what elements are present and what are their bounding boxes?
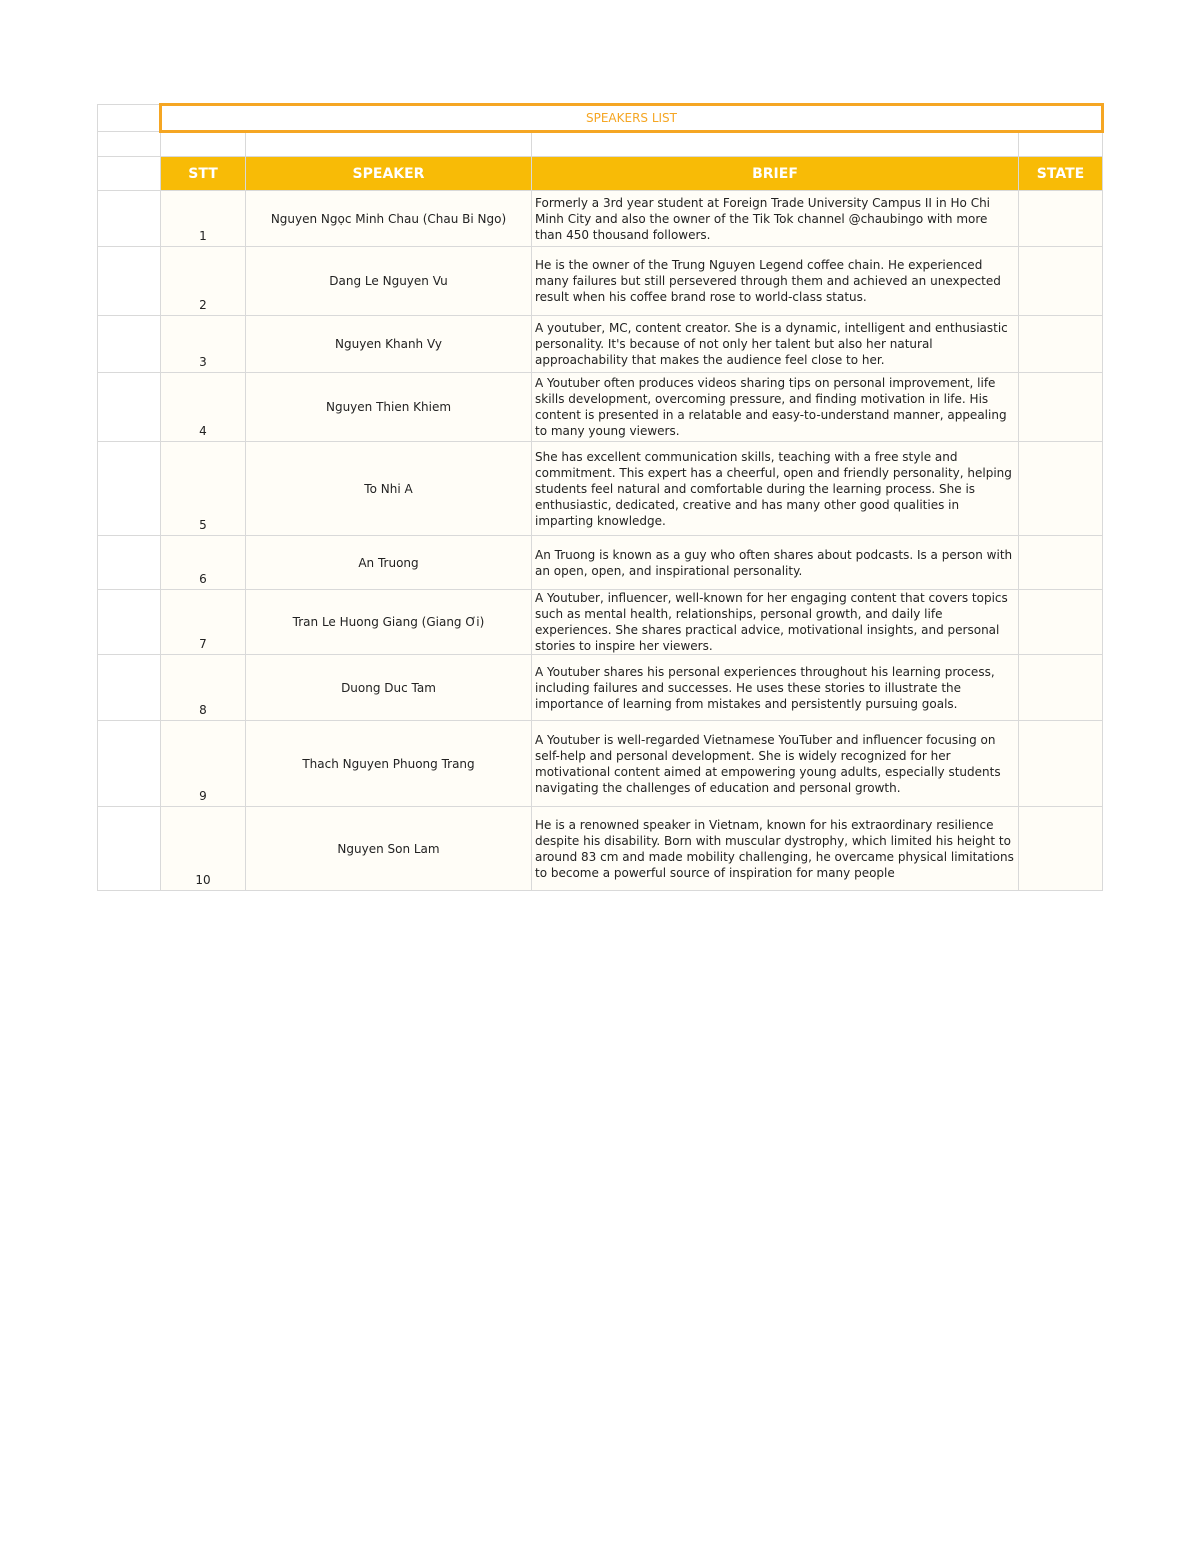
row-header-cell — [98, 132, 161, 157]
header-stt[interactable]: STT — [161, 157, 246, 191]
brief-cell[interactable]: A Youtuber often produces videos sharing tips on personal improvement, life skills development, overcoming pressure, and finding motivation in life. His content is presented in a relatable and easy-to-understand manner, appealing to many young viewers. — [532, 373, 1019, 442]
row-header-cell — [98, 721, 161, 807]
state-cell[interactable] — [1019, 191, 1103, 247]
table-row — [98, 655, 1103, 721]
stt-cell[interactable]: 2 — [161, 247, 246, 316]
state-cell[interactable] — [1019, 807, 1103, 891]
speaker-cell[interactable]: Thach Nguyen Phuong Trang — [246, 721, 532, 807]
row-header-cell — [98, 442, 161, 536]
row-header-cell — [98, 157, 161, 191]
row-header-cell — [98, 373, 161, 442]
speaker-cell[interactable]: Nguyen Khanh Vy — [246, 316, 532, 373]
empty-cell[interactable] — [246, 132, 532, 157]
table-row — [98, 590, 1103, 655]
state-cell[interactable] — [1019, 536, 1103, 590]
table-row — [98, 316, 1103, 373]
empty-cell[interactable] — [532, 132, 1019, 157]
brief-cell[interactable]: A Youtuber is well-regarded Vietnamese YouTuber and influencer focusing on self-help and personal development. She is widely recognized for her motivational content aimed at empowering young adults, especially students navigating the challenges of education and personal growth. — [532, 721, 1019, 807]
state-cell[interactable] — [1019, 247, 1103, 316]
brief-cell[interactable]: A Youtuber shares his personal experiences throughout his learning process, including failures and successes. He uses these stories to illustrate the importance of learning from mistakes and persistently pursuing goals. — [532, 655, 1019, 721]
speaker-cell[interactable]: Nguyen Son Lam — [246, 807, 532, 891]
table-row — [98, 721, 1103, 807]
brief-cell[interactable]: He is a renowned speaker in Vietnam, known for his extraordinary resilience despite his disability. Born with muscular dystrophy, which limited his height to around 83 cm and made mobility challenging, he overcame physical limitations to become a powerful source of inspiration for many people — [532, 807, 1019, 891]
row-header-cell — [98, 655, 161, 721]
speaker-cell[interactable]: Dang Le Nguyen Vu — [246, 247, 532, 316]
row-header-cell — [98, 590, 161, 655]
stt-cell[interactable]: 8 — [161, 655, 246, 721]
stt-cell[interactable]: 4 — [161, 373, 246, 442]
state-cell[interactable] — [1019, 373, 1103, 442]
header-speaker[interactable]: SPEAKER — [246, 157, 532, 191]
row-header-cell — [98, 191, 161, 247]
empty-cell[interactable] — [161, 132, 246, 157]
table-row — [98, 807, 1103, 891]
stt-cell[interactable]: 6 — [161, 536, 246, 590]
sheet-title[interactable]: SPEAKERS LIST — [161, 105, 1103, 132]
brief-cell[interactable]: A youtuber, MC, content creator. She is a dynamic, intelligent and enthusiastic personality. It's because of not only her talent but also her natural approachability that makes the audience feel close to her. — [532, 316, 1019, 373]
brief-cell[interactable]: Formerly a 3rd year student at Foreign Trade University Campus II in Ho Chi Minh City and also the owner of the Tik Tok channel @chaubingo with more than 450 thousand followers. — [532, 191, 1019, 247]
speaker-cell[interactable]: An Truong — [246, 536, 532, 590]
brief-cell[interactable]: An Truong is known as a guy who often shares about podcasts. Is a person with an open, open, and inspirational personality. — [532, 536, 1019, 590]
row-header-cell — [98, 105, 161, 132]
state-cell[interactable] — [1019, 316, 1103, 373]
speaker-cell[interactable]: Nguyen Ngọc Minh Chau (Chau Bi Ngo) — [246, 191, 532, 247]
table-row — [98, 373, 1103, 442]
state-cell[interactable] — [1019, 590, 1103, 655]
table-row — [98, 442, 1103, 536]
speaker-cell[interactable]: To Nhi A — [246, 442, 532, 536]
stt-cell[interactable]: 3 — [161, 316, 246, 373]
stt-cell[interactable]: 10 — [161, 807, 246, 891]
state-cell[interactable] — [1019, 721, 1103, 807]
brief-cell[interactable]: A Youtuber, influencer, well-known for her engaging content that covers topics such as mental health, relationships, personal growth, and daily life experiences. She shares practical advice, motivational insights, and personal stories to inspire her viewers. — [532, 590, 1019, 655]
table-row — [98, 191, 1103, 247]
brief-cell[interactable]: She has excellent communication skills, teaching with a free style and commitment. This expert has a cheerful, open and friendly personality, helping students feel natural and comfortable during the learning process. She is enthusiastic, dedicated, creative and has many other good qualities in imparting knowledge. — [532, 442, 1019, 536]
speaker-cell[interactable]: Tran Le Huong Giang (Giang Ơi) — [246, 590, 532, 655]
row-header-cell — [98, 247, 161, 316]
row-header-cell — [98, 807, 161, 891]
row-header-cell — [98, 536, 161, 590]
table-row — [98, 536, 1103, 590]
speakers-sheet — [97, 103, 1104, 891]
state-cell[interactable] — [1019, 442, 1103, 536]
stt-cell[interactable]: 7 — [161, 590, 246, 655]
empty-cell[interactable] — [1019, 132, 1103, 157]
header-state[interactable]: STATE — [1019, 157, 1103, 191]
row-header-cell — [98, 316, 161, 373]
table-row — [98, 247, 1103, 316]
speaker-cell[interactable]: Duong Duc Tam — [246, 655, 532, 721]
stt-cell[interactable]: 1 — [161, 191, 246, 247]
state-cell[interactable] — [1019, 655, 1103, 721]
stt-cell[interactable]: 9 — [161, 721, 246, 807]
speaker-cell[interactable]: Nguyen Thien Khiem — [246, 373, 532, 442]
stt-cell[interactable]: 5 — [161, 442, 246, 536]
brief-cell[interactable]: He is the owner of the Trung Nguyen Legend coffee chain. He experienced many failures but still persevered through them and achieved an unexpected result when his coffee brand rose to world-class status. — [532, 247, 1019, 316]
header-brief[interactable]: BRIEF — [532, 157, 1019, 191]
